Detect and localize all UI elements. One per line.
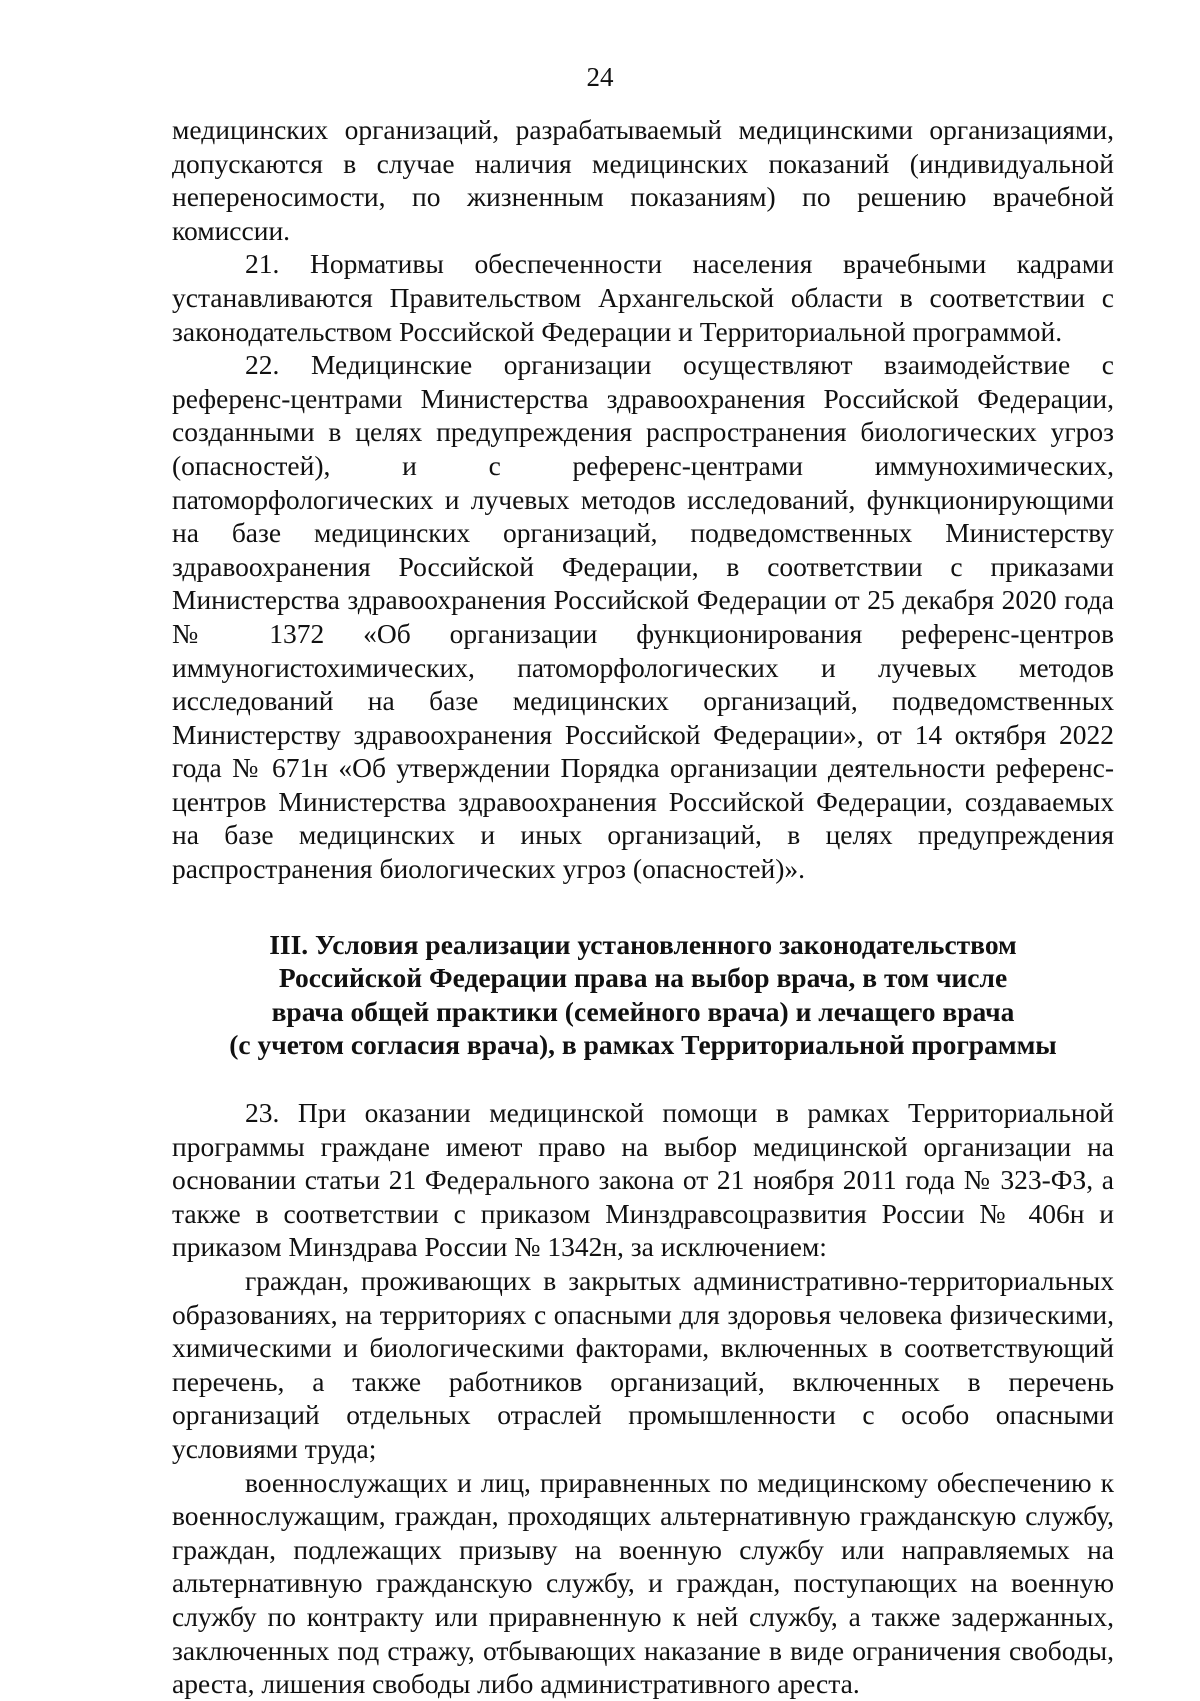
paragraph-exception-closed-territories: граждан, проживающих в закрытых административно-территориальных образованиях, на территориях с опасными для здоровья человека физическими, химическими и биологическими факторами, включенных в соответствующий перечень, а также работников организаций, включенных в перечень организаций отдельных отраслей промышленности с особо опасными условиями труда; — [172, 1265, 1114, 1464]
paragraph-continuation: медицинских организаций, разрабатываемый медицинскими организациями, допускаются в случае наличия медицинских показаний (индивидуальной непереносимости, по жизненным показаниям) по решению врачебной комиссии. — [172, 114, 1114, 246]
section-heading-line: врача общей практики (семейного врача) и лечащего врача — [271, 995, 1015, 1027]
paragraph-22: 22. Медицинские организации осуществляют взаимодействие с референс-центрами Министерства здравоохранения Российской Федерации, созданными в целях предупреждения распространения биологических угроз (опасностей), и с референс-центрами иммунохимических, патоморфологических и лучевых методов исследований, функционирующими на базе медицинских организаций, подведомственных Министерству здравоохранения Российской Федерации, в соответствии с приказами Министерства здравоохранения Российской Федерации от 25 декабря 2020 года № 1372 «Об организации функционирования референс-центров иммуногистохимических, патоморфологических и лучевых методов исследований на базе медицинских организаций, подведомственных Министерству здравоохранения Российской Федерации», от 14 октября 2022 года № 671н «Об утверждении Порядка организации деятельности референс-центров Министерства здравоохранения Российской Федерации, создаваемых на базе медицинских и иных организаций, в целях предупреждения распространения биологических угроз (опасностей)». — [172, 349, 1114, 885]
section-heading-line: (с учетом согласия врача), в рамках Территориальной программы — [229, 1029, 1057, 1061]
paragraph-exception-military: военнослужащих и лиц, приравненных по медицинскому обеспечению к военнослужащим, граждан, проходящих альтернативную гражданскую службу, граждан, подлежащих призыву на военную службу или направляемых на альтернативную гражданскую службу, и граждан, поступающих на военную службу по контракту или приравненную к ней службу, а также задержанных, заключенных под стражу, отбывающих наказание в виде ограничения свободы, ареста, лишения свободы либо административного ареста. — [172, 1466, 1114, 1700]
section-heading — [172, 928, 1114, 1062]
paragraph-23: 23. При оказании медицинской помощи в рамках Территориальной программы граждане имеют право на выбор медицинской организации на основании статьи 21 Федерального закона от 21 ноября 2011 года № 323-ФЗ, а также в соответствии с приказом Минздравсоцразвития России № 406н и приказом Минздрава России № 1342н, за исключением: — [172, 1097, 1114, 1263]
section-heading-line: III. Условия реализации установленного законодательством — [269, 928, 1017, 960]
page-number: 24 — [586, 62, 614, 92]
section-heading-line: Российской Федерации права на выбор врача, в том числе — [278, 962, 1008, 994]
document-body — [172, 113, 1114, 1701]
paragraph-21: 21. Нормативы обеспеченности населения врачебными кадрами устанавливаются Правительством Архангельской области в соответствии с законодательством Российской Федерации и Территориальной программой. — [172, 248, 1114, 347]
